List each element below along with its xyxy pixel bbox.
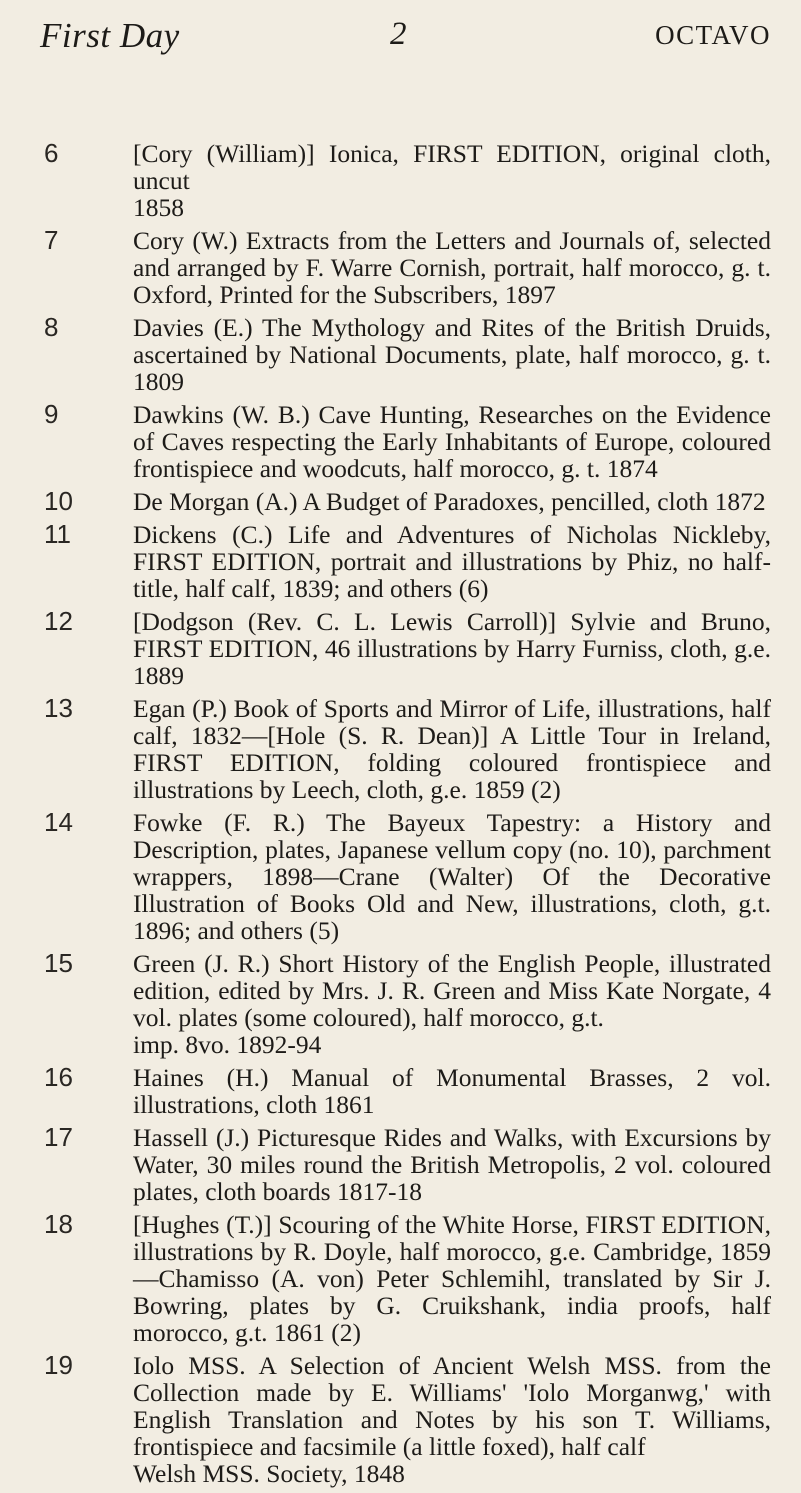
catalogue-entry <box>0 314 801 395</box>
entry-text: [Cory (William)] Ionica, FIRST EDITION, original cloth, uncut <box>133 139 771 195</box>
lot-number: 18 <box>44 1209 73 1239</box>
lot-number: 19 <box>44 1350 73 1380</box>
lot-number: 7 <box>44 225 59 255</box>
lot-number: 14 <box>44 807 73 837</box>
page-number: 2 <box>390 16 407 52</box>
entry-text: Davies (E.) The Mythology and Rites of the British Druids, ascertained by National Documents, plate, half morocco, g. t. 1809 <box>133 313 771 396</box>
lot-number: 9 <box>44 399 59 429</box>
entry-text: Dawkins (W. B.) Cave Hunting, Researches on the Evidence of Caves respecting the Early Inhabitants of Europe, coloured frontispiece and woodcuts, half morocco, g. t. 1874 <box>133 400 771 483</box>
catalogue-entry <box>0 1211 801 1346</box>
lot-number: 13 <box>44 693 73 723</box>
entry-text: Dickens (C.) Life and Adventures of Nicholas Nickleby, FIRST EDITION, portrait and illustrations by Phiz, no half-title, half calf, 1839; and others (6) <box>133 520 771 603</box>
catalogue-entry <box>0 401 801 482</box>
lot-number: 10 <box>44 486 73 516</box>
entry-text: Cory (W.) Extracts from the Letters and Journals of, selected and arranged by F. Warre Cornish, portrait, half morocco, g. t. Oxford, Printed for the Subscribers, 1897 <box>133 226 771 309</box>
catalogue-entry <box>0 521 801 602</box>
entry-text: Hassell (J.) Picturesque Rides and Walks, with Excursions by Water, 30 miles round the British Metropolis, 2 vol. coloured plates, cloth boards 1817-18 <box>133 1123 771 1206</box>
entry-text: Egan (P.) Book of Sports and Mirror of Life, illustrations, half calf, 1832—[Hole (S. R. Dean)] A Little Tour in Ireland, FIRST EDITION, folding coloured frontispiece and illustrations by Leech, cloth, g.e. 1859 (2) <box>133 694 771 804</box>
catalogue-entry <box>0 1064 801 1118</box>
running-head-left: First Day <box>40 16 180 55</box>
entry-text: Iolo MSS. A Selection of Ancient Welsh MSS. from the Collection made by E. Williams' 'Iolo Morganwg,' with English Translation and Notes by his son T. Williams, frontispiece and facsimile (a little foxed), half calf <box>133 1351 771 1461</box>
catalogue-entries <box>0 140 801 1493</box>
catalogue-entry <box>0 809 801 944</box>
catalogue-entry <box>0 1124 801 1205</box>
entry-text: Haines (H.) Manual of Monumental Brasses, 2 vol. illustrations, cloth 1861 <box>133 1063 771 1119</box>
lot-number: 11 <box>44 519 71 549</box>
catalogue-entry <box>0 227 801 308</box>
entry-text: [Dodgson (Rev. C. L. Lewis Carroll)] Sylvie and Bruno, FIRST EDITION, 46 illustrations by Harry Furniss, cloth, g.e. 1889 <box>133 607 771 690</box>
entry-text: De Morgan (A.) A Budget of Paradoxes, pencilled, cloth 1872 <box>133 487 766 516</box>
lot-number: 17 <box>44 1122 73 1152</box>
entry-text: [Hughes (T.)] Scouring of the White Horse, FIRST EDITION, illustrations by R. Doyle, half morocco, g.e. Cambridge, 1859—Chamisso (A. von) Peter Schlemihl, translated by Sir J. Bowring, plates by G. Cruikshank, india proofs, half morocco, g.t. 1861 (2) <box>133 1210 771 1347</box>
entry-text: Green (J. R.) Short History of the English People, illustrated edition, edited by Mrs. J. R. Green and Miss Kate Norgate, 4 vol. plates (some coloured), half morocco, g.t. <box>133 949 771 1032</box>
lot-number: 16 <box>44 1062 73 1092</box>
catalogue-entry <box>0 488 801 515</box>
catalogue-entry <box>0 1352 801 1487</box>
entry-text: Fowke (F. R.) The Bayeux Tapestry: a History and Description, plates, Japanese vellum copy (no. 10), parchment wrappers, 1898—Crane (Walter) Of the Decorative Illustration of Books Old and New, illustrations, cloth, g.t. 1896; and others (5) <box>133 808 771 945</box>
catalogue-entry <box>0 608 801 689</box>
entry-publisher-date: Welsh MSS. Society, 1848 <box>133 1459 405 1488</box>
running-head-right: OCTAVO <box>655 20 771 50</box>
lot-number: 6 <box>44 138 59 168</box>
lot-number: 8 <box>44 312 59 342</box>
catalogue-entry <box>0 950 801 1058</box>
page-header <box>40 14 771 62</box>
entry-date: 1858 <box>133 193 184 222</box>
entry-format-date: imp. 8vo. 1892-94 <box>133 1030 322 1059</box>
lot-number: 12 <box>44 606 73 636</box>
catalogue-entry <box>0 695 801 803</box>
lot-number: 15 <box>44 948 73 978</box>
catalogue-entry <box>0 140 801 221</box>
